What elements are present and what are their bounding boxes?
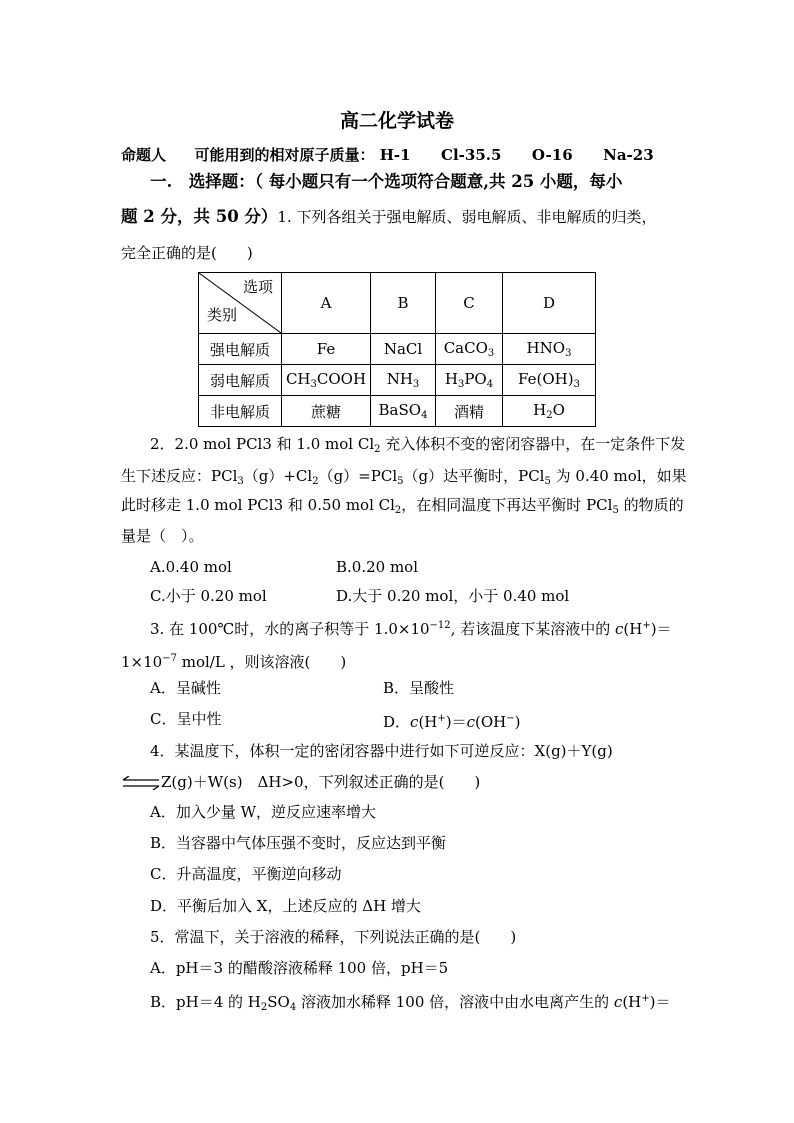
exam-header — [121, 145, 654, 165]
corner-bottom-label: 类别 — [207, 306, 238, 324]
q4-line2-row — [121, 772, 480, 792]
corner-top-label: 选项 — [242, 278, 273, 296]
q3-option-a: A．呈碱性 — [150, 679, 221, 697]
page-title: 高二化学试卷 — [339, 110, 454, 132]
q4-option-a: A．加入少量 W，逆反应速率增大 — [150, 803, 377, 821]
table-row — [199, 396, 596, 427]
q4-option-c: C．升高温度，平衡逆向移动 — [150, 865, 342, 883]
q4-line2: Z(g)＋W(s) ΔH>0，下列叙述正确的是( ) — [161, 773, 481, 791]
cell-strong-c: CaCO$_3$ — [436, 334, 503, 365]
q1-text-line1: 1. 下列各组关于强电解质、弱电解质、非电解质的归类， — [277, 208, 657, 226]
cell-non-d: $H_2O$ — [503, 396, 596, 427]
q2-option-b: B.0.20 mol — [336, 558, 419, 576]
author-label: 命题人 — [121, 146, 167, 164]
cell-strong-d: $HNO_3$ — [503, 334, 596, 365]
row-label-weak: 弱电解质 — [199, 365, 282, 396]
q3-line1: 3. 在 100℃时，水的离子积等于 $1.0\times 10^{-12}$, 若该温度下某溶液中的 c(H+)＝ — [150, 620, 672, 638]
table-row — [199, 365, 596, 396]
q5-line1: 5．常温下，关于溶液的稀释，下列说法正确的是( ) — [150, 928, 517, 946]
q2-option-a: A.0.40 mol — [150, 558, 232, 576]
col-header-d: D — [503, 273, 596, 334]
q2-line4: 量是（ ）。 — [121, 527, 204, 545]
section-heading-line2: 题 2 分，共 50 分） — [121, 207, 278, 226]
section-heading-line1: 一. 选择题：（ 每小题只有一个选项符合题意,共 25 小题，每小 — [150, 172, 623, 191]
mass-na: Na-23 — [603, 146, 654, 164]
q5-option-a: A．pH＝3 的醋酸溶液稀释 100 倍，pH＝5 — [150, 959, 449, 977]
table-row — [199, 334, 596, 365]
section-heading-line2-row — [121, 207, 657, 227]
row-label-non: 非电解质 — [199, 396, 282, 427]
mass-cl: Cl-35.5 — [441, 146, 502, 164]
mass-o: O-16 — [531, 146, 573, 164]
cell-strong-a: Fe — [282, 334, 371, 365]
cell-non-b: BaSO$_4$ — [371, 396, 436, 427]
col-header-a: A — [282, 273, 371, 334]
col-header-c: C — [436, 273, 503, 334]
cell-strong-b: NaCl — [371, 334, 436, 365]
q2-line2: 生下述反应：$PCl_3(g)+Cl_2(g)=PCl_5(g)$达平衡时，PCl$_5$ 为 0.40 mol，如果 — [121, 467, 687, 487]
q3-line2: $1\times 10^{-7}$ mol/L ，则该溶液( ) — [121, 653, 347, 671]
cell-weak-a: $CH_3COOH$ — [282, 365, 371, 396]
q2-line3: 此时移走 1.0 mol PCl3 和 0.50 mol $Cl_2$，在相同温度下再达平衡时 PCl$_5$ 的物质的 — [121, 496, 684, 516]
masses-label: 可能用到的相对原子质量： — [194, 146, 375, 164]
q3-option-c: C．呈中性 — [150, 710, 222, 728]
cell-weak-c: $H_3PO_4$ — [436, 365, 503, 396]
reversible-arrow-icon — [121, 776, 161, 790]
cell-weak-d: $Fe(OH)_3$ — [503, 365, 596, 396]
cell-weak-b: $NH_3$ — [371, 365, 436, 396]
electrolyte-table — [198, 272, 596, 427]
q4-line1: 4．某温度下，体积一定的密闭容器中进行如下可逆反应：X(g)＋Y(g) — [150, 742, 613, 760]
q1-text-line2: 完全正确的是( ) — [121, 244, 253, 262]
table-corner-cell — [199, 273, 282, 334]
row-label-strong: 强电解质 — [199, 334, 282, 365]
q3-option-b: B．呈酸性 — [383, 679, 455, 697]
q2-line1: 2．2.0 mol PCl3 和 1.0 mol $Cl_2$ 充入体积不变的密闭容器中，在一定条件下发 — [150, 435, 686, 455]
q3-option-d: D．c(H+)＝c(OH−) — [383, 713, 521, 731]
col-header-b: B — [371, 273, 436, 334]
cell-non-c: 酒精 — [436, 396, 503, 427]
mass-h: H-1 — [379, 146, 411, 164]
q2-option-c: C.小于 0.20 mol — [150, 587, 267, 605]
cell-non-a: 蔗糖 — [282, 396, 371, 427]
q5-option-b: B．pH＝4 的 $H_2SO_4$ 溶液加水稀释 100 倍，溶液中由水电离产生的 c(H+)＝ — [150, 993, 671, 1013]
q4-option-d: D．平衡后加入 X，上述反应的 ΔH 增大 — [150, 897, 421, 915]
q2-option-d: D.大于 0.20 mol，小于 0.40 mol — [336, 587, 570, 605]
q4-option-b: B．当容器中气体压强不变时，反应达到平衡 — [150, 834, 447, 852]
